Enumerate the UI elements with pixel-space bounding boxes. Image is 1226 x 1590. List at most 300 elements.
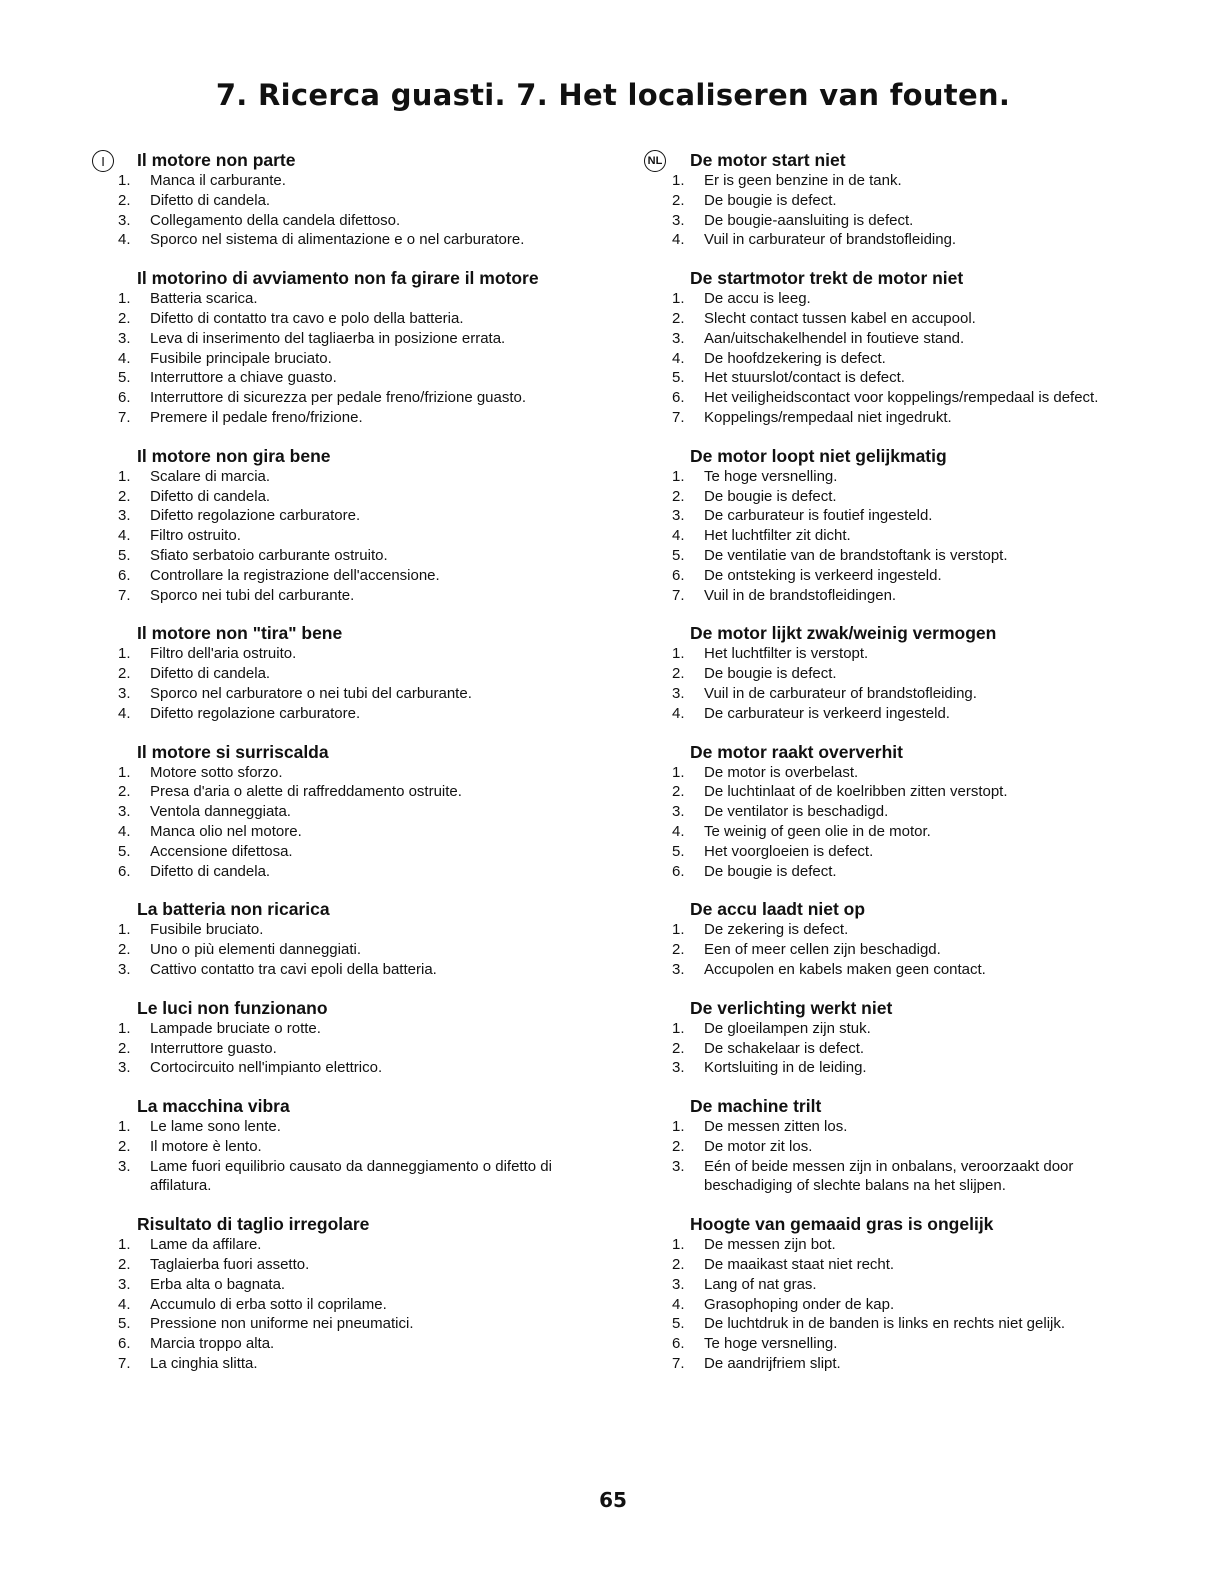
list-item [92,1137,602,1157]
item-text: Sfiato serbatoio carburante ostruito. [150,546,388,564]
section-heading: De verlichting werkt niet [690,997,893,1018]
item-text: Manca olio nel motore. [150,822,302,840]
item-number: 5. [672,546,685,564]
list-item [668,940,1154,960]
item-number: 4. [118,527,131,545]
item-text: Grasophoping onder de kap. [704,1295,895,1313]
cause-list [92,289,602,428]
item-number: 1. [672,1118,685,1136]
item-number: 2. [118,783,131,801]
item-text: De bougie is defect. [704,487,837,505]
list-item [668,1039,1154,1059]
language-badge-dutch: NL [644,150,666,172]
list-item [92,940,602,960]
item-text: De bougie is defect. [704,191,837,209]
item-text: De messen zijn bot. [704,1236,836,1254]
list-item [92,211,602,231]
item-number: 5. [672,842,685,860]
section-heading: La macchina vibra [137,1096,290,1117]
item-number: 4. [672,1295,685,1313]
item-text: Premere il pedale freno/frizione. [150,408,363,426]
section-heading: De motor loopt niet gelijkmatig [690,445,947,466]
troubleshooting-section [92,446,602,606]
list-item [92,368,602,388]
section-heading: De motor lijkt zwak/weinig vermogen [690,623,997,644]
list-item [92,920,602,940]
item-number: 1. [118,645,131,663]
item-text: Het voorgloeien is defect. [704,842,874,860]
item-number: 3. [672,329,685,347]
troubleshooting-section [92,623,602,723]
item-number: 3. [672,211,685,229]
page-number: 65 [599,1488,627,1512]
cause-list [92,1117,602,1196]
item-text: Manca il carburante. [150,172,286,189]
item-number: 2. [118,665,131,683]
item-number: 2. [672,941,685,959]
item-number: 3. [118,1275,131,1293]
cause-list [92,763,602,882]
item-text: Cattivo contatto tra cavi epoli della batteria. [150,960,437,978]
list-item [92,230,602,250]
troubleshooting-section [668,1096,1154,1196]
item-number: 2. [118,1256,131,1274]
list-item [668,763,1154,783]
item-number: 2. [118,1137,131,1155]
list-item [668,230,1154,250]
list-item [92,171,602,191]
item-text: Controllare la registrazione dell'accensione. [150,566,440,584]
item-text: Sporco nel carburatore o nei tubi del carburante. [150,684,472,702]
item-number: 6. [672,566,685,584]
cause-list [92,1019,602,1078]
item-number: 4. [672,231,685,249]
cause-list [668,920,1154,979]
item-number: 4. [118,231,131,249]
troubleshooting-section [92,742,602,882]
section-heading: Hoogte van gemaaid gras is ongelijk [690,1214,994,1235]
item-text: Het stuurslot/contact is defect. [704,369,905,387]
list-item [92,487,602,507]
item-number: 1. [672,645,685,663]
section-heading: Il motore non gira bene [137,445,331,466]
item-text: Difetto di candela. [150,487,271,505]
item-number: 6. [672,862,685,880]
cause-list [668,763,1154,882]
item-number: 3. [672,803,685,821]
item-text: Difetto di candela. [150,862,271,880]
item-text: De bougie is defect. [704,862,837,880]
item-number: 3. [672,1275,685,1293]
item-text: De messen zitten los. [704,1118,848,1136]
list-item [92,329,602,349]
list-item [668,782,1154,802]
list-item [92,1354,602,1374]
item-number: 4. [672,527,685,545]
list-item [668,309,1154,329]
item-text: De ventilator is beschadigd. [704,803,889,821]
item-text: Lame fuori equilibrio causato da danneggiamento o difetto di affilatura. [150,1157,552,1195]
page-title: 7. Ricerca guasti. 7. Het localiseren van fouten. [215,78,1011,112]
troubleshooting-section [92,268,602,428]
item-text: Le lame sono lente. [150,1118,281,1136]
dutch-sections [668,150,1154,1374]
item-number: 1. [118,290,131,308]
item-number: 5. [672,1315,685,1333]
item-number: 3. [672,1059,685,1077]
list-item [92,526,602,546]
item-number: 1. [672,290,685,308]
item-text: Il motore è lento. [150,1137,262,1155]
item-text: Difetto di contatto tra cavo e polo della batteria. [150,309,464,327]
list-item [668,1058,1154,1078]
italian-column [92,150,602,1392]
item-text: Te hoge versnelling. [704,1335,838,1353]
item-number: 4. [672,822,685,840]
list-item [92,309,602,329]
list-item [92,1314,602,1334]
item-text: Lame da affilare. [150,1236,262,1254]
list-item [668,1314,1154,1334]
list-item [92,644,602,664]
item-number: 4. [118,704,131,722]
item-text: Leva di inserimento del tagliaerba in posizione errata. [150,329,506,347]
list-item [668,1117,1154,1137]
item-number: 2. [118,487,131,505]
item-number: 2. [672,783,685,801]
troubleshooting-section [668,150,1154,250]
item-text: Het luchtfilter is verstopt. [704,645,869,663]
list-item [92,349,602,369]
list-item [92,388,602,408]
list-item [92,546,602,566]
item-text: Interruttore a chiave guasto. [150,369,337,387]
item-text: Difetto di candela. [150,665,271,683]
list-item [668,842,1154,862]
list-item [92,191,602,211]
list-item [92,802,602,822]
item-number: 3. [118,960,131,978]
list-item [668,388,1154,408]
list-item [92,1235,602,1255]
item-text: De carburateur is foutief ingesteld. [704,507,933,525]
item-text: Uno o più elementi danneggiati. [150,941,361,959]
item-text: De luchtdruk in de banden is links en rechts niet gelijk. [704,1315,1066,1333]
list-item [92,960,602,980]
section-heading: De machine trilt [690,1096,822,1117]
troubleshooting-section [668,623,1154,723]
item-number: 2. [672,191,685,209]
item-text: De motor is overbelast. [704,763,859,781]
item-text: Koppelings/rempedaal niet ingedrukt. [704,408,952,426]
cause-list [668,1235,1154,1374]
list-item [92,664,602,684]
list-item [668,349,1154,369]
item-number: 2. [672,1137,685,1155]
list-item [668,664,1154,684]
cause-list [92,920,602,979]
item-number: 7. [672,586,685,604]
item-number: 2. [672,1256,685,1274]
list-item [668,1019,1154,1039]
item-text: Vuil in de brandstofleidingen. [704,586,897,604]
list-item [92,1157,602,1197]
item-number: 1. [118,172,131,189]
item-number: 1. [118,763,131,781]
item-text: Marcia troppo alta. [150,1335,275,1353]
item-number: 1. [672,467,685,485]
section-heading: Il motore si surriscalda [137,741,329,762]
troubleshooting-section [92,1214,602,1374]
item-number: 1. [672,763,685,781]
item-number: 4. [672,349,685,367]
list-item [92,842,602,862]
item-number: 5. [118,369,131,387]
item-text: Batteria scarica. [150,290,258,308]
item-text: Pressione non uniforme nei pneumatici. [150,1315,414,1333]
item-text: Interruttore di sicurezza per pedale freno/frizione guasto. [150,389,527,407]
item-text: Cortocircuito nell'impianto elettrico. [150,1059,383,1077]
item-number: 1. [672,921,685,939]
troubleshooting-section [668,998,1154,1078]
list-item [668,329,1154,349]
list-item [92,1295,602,1315]
item-text: Fusibile principale bruciato. [150,349,332,367]
item-text: Difetto regolazione carburatore. [150,507,361,525]
item-text: De zekering is defect. [704,921,849,939]
troubleshooting-section [668,899,1154,979]
section-heading: De startmotor trekt de motor niet [690,268,964,289]
list-item [668,1295,1154,1315]
troubleshooting-section [92,150,602,250]
item-number: 5. [118,842,131,860]
item-number: 1. [118,921,131,939]
list-item [668,586,1154,606]
section-heading: De motor start niet [690,150,846,170]
item-text: Accumulo di erba sotto il coprilame. [150,1295,387,1313]
item-text: De bougie-aansluiting is defect. [704,211,914,229]
item-number: 3. [118,329,131,347]
section-heading: Il motorino di avviamento non fa girare il motore [137,268,539,289]
list-item [92,1039,602,1059]
item-text: Eén of beide messen zijn in onbalans, veroorzaakt door beschadiging of slechte balans na het slijpen. [704,1157,1074,1195]
item-text: Kortsluiting in de leiding. [704,1059,867,1077]
list-item [668,368,1154,388]
list-item [668,566,1154,586]
section-heading: Il motore non parte [137,150,296,170]
item-text: Slecht contact tussen kabel en accupool. [704,309,976,327]
item-number: 6. [672,389,685,407]
item-text: Te weinig of geen olie in de motor. [704,822,931,840]
item-number: 1. [118,467,131,485]
item-text: Te hoge versnelling. [704,467,838,485]
item-text: De maaikast staat niet recht. [704,1256,895,1274]
item-text: Erba alta o bagnata. [150,1275,286,1293]
list-item [668,506,1154,526]
item-text: Vuil in de carburateur of brandstofleiding. [704,684,977,702]
list-item [668,960,1154,980]
troubleshooting-section [668,1214,1154,1374]
item-number: 6. [118,389,131,407]
language-badge-italian: I [92,150,114,172]
item-text: Scalare di marcia. [150,467,271,485]
list-item [92,566,602,586]
list-item [668,802,1154,822]
item-text: De luchtinlaat of de koelribben zitten verstopt. [704,783,1008,801]
item-text: De accu is leeg. [704,290,811,308]
item-text: Lang of nat gras. [704,1275,817,1293]
item-number: 5. [672,369,685,387]
list-item [668,171,1154,191]
list-item [668,1255,1154,1275]
list-item [668,289,1154,309]
item-number: 7. [118,586,131,604]
item-number: 7. [118,1355,131,1373]
list-item [92,1255,602,1275]
item-text: De hoofdzekering is defect. [704,349,886,367]
item-text: De ontsteking is verkeerd ingesteld. [704,566,942,584]
item-text: De ventilatie van de brandstoftank is verstopt. [704,546,1008,564]
dutch-column [644,150,1154,1392]
troubleshooting-section [668,268,1154,428]
item-number: 7. [672,408,685,426]
item-text: De gloeilampen zijn stuk. [704,1019,871,1037]
item-number: 3. [118,684,131,702]
item-text: Sporco nei tubi del carburante. [150,586,355,604]
item-text: Filtro ostruito. [150,527,241,545]
item-text: De bougie is defect. [704,665,837,683]
item-number: 2. [672,309,685,327]
list-item [668,862,1154,882]
section-heading: De accu laadt niet op [690,899,866,920]
item-number: 2. [118,941,131,959]
list-item [668,467,1154,487]
list-item [668,920,1154,940]
list-item [668,1157,1154,1197]
cause-list [668,1117,1154,1196]
cause-list [92,467,602,606]
list-item [92,1334,602,1354]
item-number: 7. [672,1355,685,1373]
troubleshooting-section [92,998,602,1078]
item-text: Het luchtfilter zit dicht. [704,527,851,545]
cause-list [668,1019,1154,1078]
item-text: De motor zit los. [704,1137,813,1155]
list-item [92,289,602,309]
item-number: 3. [118,1157,131,1175]
item-text: De carburateur is verkeerd ingesteld. [704,704,950,722]
item-number: 4. [118,349,131,367]
item-number: 7. [118,408,131,426]
list-item [668,1235,1154,1255]
list-item [92,1019,602,1039]
list-item [668,211,1154,231]
item-number: 1. [118,1019,131,1037]
list-item [92,763,602,783]
item-number: 1. [118,1118,131,1136]
italian-sections [92,150,602,1374]
list-item [92,1117,602,1137]
item-number: 4. [118,1295,131,1313]
item-number: 3. [672,684,685,702]
item-number: 3. [672,1157,685,1175]
item-text: Difetto regolazione carburatore. [150,704,361,722]
cause-list [668,289,1154,428]
item-number: 2. [672,1039,685,1057]
list-item [668,546,1154,566]
cause-list [668,644,1154,723]
list-item [92,1275,602,1295]
section-heading: Il motore non "tira" bene [137,623,343,644]
section-heading: De motor raakt oververhit [690,741,903,762]
item-text: Taglaierba fuori assetto. [150,1256,310,1274]
list-item [668,191,1154,211]
list-item [668,704,1154,724]
item-number: 3. [118,1059,131,1077]
item-number: 5. [118,1315,131,1333]
list-item [668,822,1154,842]
troubleshooting-section [92,1096,602,1196]
item-text: Accupolen en kabels maken geen contact. [704,960,986,978]
list-item [668,1275,1154,1295]
item-text: Er is geen benzine in de tank. [704,172,902,189]
item-text: Sporco nel sistema di alimentazione e o nel carburatore. [150,231,525,249]
item-number: 2. [118,1039,131,1057]
item-text: De schakelaar is defect. [704,1039,865,1057]
list-item [92,506,602,526]
item-text: De aandrijfriem slipt. [704,1355,841,1373]
item-text: Difetto di candela. [150,191,271,209]
list-item [668,487,1154,507]
item-text: Collegamento della candela difettoso. [150,211,401,229]
cause-list [92,644,602,723]
list-item [668,408,1154,428]
item-number: 3. [118,507,131,525]
item-text: Een of meer cellen zijn beschadigd. [704,941,941,959]
item-number: 2. [118,309,131,327]
cause-list [92,171,602,250]
list-item [668,1354,1154,1374]
item-number: 6. [118,566,131,584]
list-item [92,704,602,724]
list-item [668,644,1154,664]
item-number: 1. [672,1019,685,1037]
list-item [668,526,1154,546]
item-text: Aan/uitschakelhendel in foutieve stand. [704,329,965,347]
list-item [92,782,602,802]
item-number: 2. [672,487,685,505]
cause-list [92,1235,602,1374]
list-item [92,1058,602,1078]
troubleshooting-section [92,899,602,979]
item-number: 3. [118,211,131,229]
list-item [92,408,602,428]
item-text: Ventola danneggiata. [150,803,291,821]
list-item [92,467,602,487]
list-item [668,684,1154,704]
list-item [92,586,602,606]
list-item [92,862,602,882]
section-heading: Le luci non funzionano [137,997,328,1018]
troubleshooting-section [668,446,1154,606]
section-heading: La batteria non ricarica [137,899,330,920]
item-number: 3. [672,960,685,978]
item-number: 3. [672,507,685,525]
cause-list [668,171,1154,250]
item-number: 2. [672,665,685,683]
item-number: 6. [118,862,131,880]
item-number: 2. [118,191,131,209]
